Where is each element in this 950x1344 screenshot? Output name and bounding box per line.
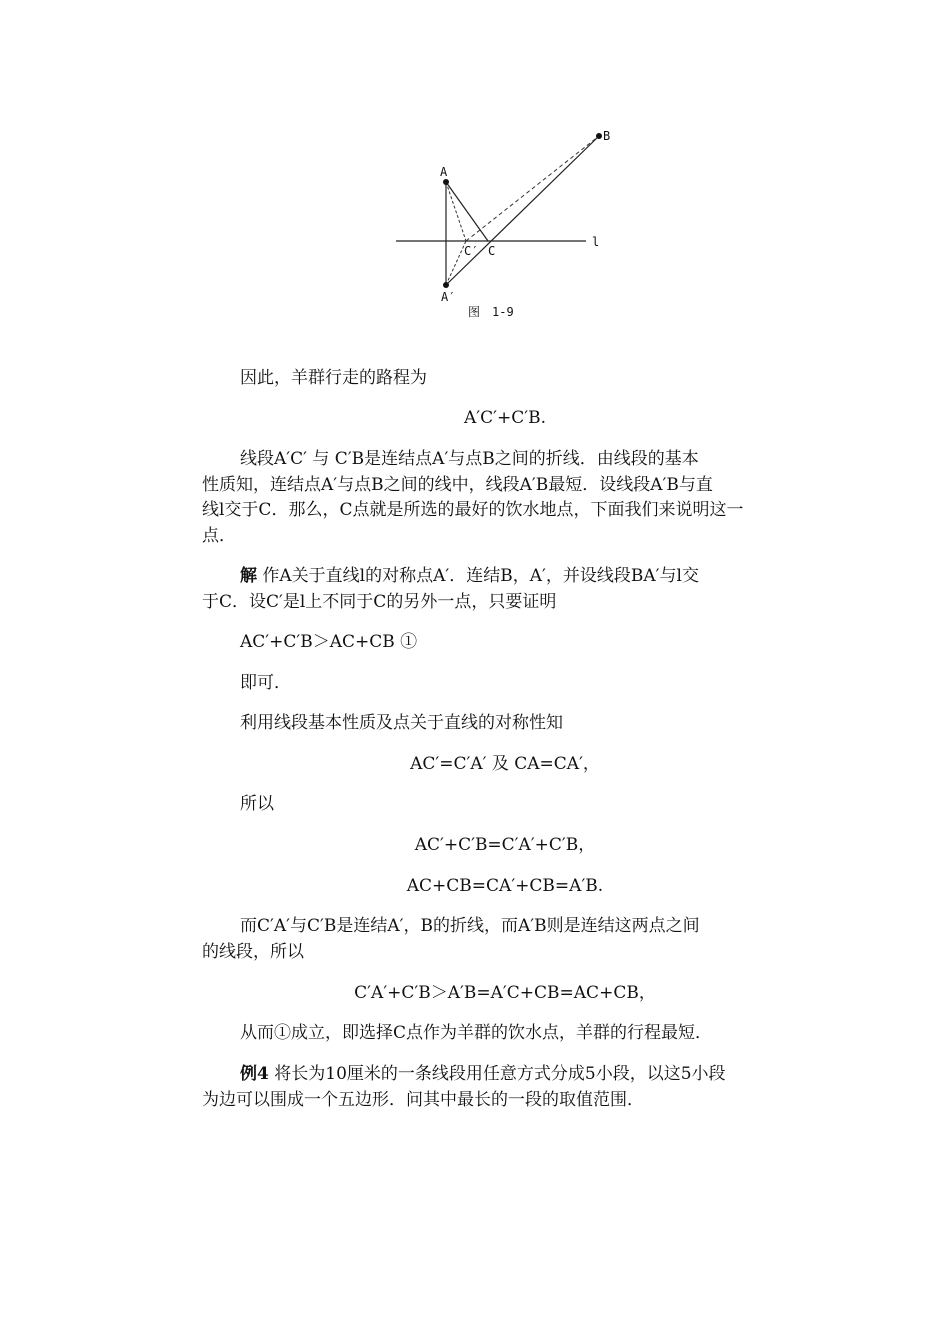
solution-line-1 (240, 563, 699, 589)
point-a-prime (443, 282, 449, 288)
paragraph-3: 利用线段基本性质及点关于直线的对称性知 (240, 713, 563, 733)
label-a: A (440, 165, 448, 179)
example-heading: 例4 (240, 1064, 269, 1084)
paragraph-4-line-2: 的线段，所以 (202, 942, 304, 962)
formula-sum-2: AC+CB=CA′+CB=A′B. (406, 876, 604, 896)
paragraph-4-line-1: 而C′A′与C′B是连结A′，B的折线，而A′B则是连结这两点之间 (240, 916, 700, 936)
paragraph-intro: 因此，羊群行走的路程为 (240, 368, 427, 388)
figure-diagram (380, 120, 630, 330)
geometry-figure (380, 120, 630, 330)
text-jike: 即可． (240, 673, 291, 693)
formula-symmetry: AC′=C′A′ 及 CA=CA′， (410, 754, 600, 774)
point-b (596, 133, 602, 139)
segment-a-c-prime (446, 182, 466, 241)
example-line-1 (240, 1061, 726, 1087)
formula-inequality-2: C′A′+C′B＞A′B=A′C+CB=AC+CB， (354, 983, 656, 1003)
text-suoyi-1: 所以 (240, 794, 274, 814)
paragraph-2-line-2: 性质知，连结点A′与点B之间的线中，线段A′B最短．设线段A′B与直 (202, 475, 713, 495)
example-line-2: 为边可以围成一个五边形．问其中最长的一段的取值范围． (202, 1090, 644, 1110)
solution-text-1: 作A关于直线l的对称点A′．连结B，A′，并设线段BA′与l交 (257, 566, 699, 586)
solution-heading: 解 (240, 566, 257, 586)
label-l: l (592, 235, 600, 249)
label-a-prime: A′ (441, 290, 456, 304)
segment-a-prime-c-prime (446, 241, 466, 285)
point-a (443, 179, 449, 185)
label-b: B (603, 129, 611, 143)
paragraph-2-line-3: 线l交于C．那么，C点就是所选的最好的饮水地点，下面我们来说明这一 (202, 500, 744, 520)
paragraph-2-line-4: 点． (202, 526, 236, 546)
segment-a-c (446, 182, 488, 241)
formula-path: A′C′+C′B. (463, 408, 546, 428)
segment-c-prime-b (466, 136, 599, 241)
figure-caption: 图 1-9 (468, 305, 514, 319)
label-c: C (488, 244, 496, 258)
paragraph-5: 从而①成立，即选择C点作为羊群的饮水点，羊群的行程最短． (240, 1023, 713, 1043)
label-c-prime: C′ (464, 244, 479, 258)
segment-a-prime-b (446, 136, 599, 285)
example-text-1: 将长为10厘米的一条线段用任意方式分成5小段，以这5小段 (268, 1064, 726, 1084)
formula-sum-1: AC′+C′B=C′A′+C′B， (414, 835, 596, 855)
solution-line-2: 于C．设C′是l上不同于C的另外一点，只要证明 (202, 592, 557, 612)
paragraph-2-line-1: 线段A′C′ 与 C′B是连结点A′与点B之间的折线．由线段的基本 (240, 449, 699, 469)
inequality-1: AC′+C′B＞AC+CB ① (240, 632, 418, 652)
